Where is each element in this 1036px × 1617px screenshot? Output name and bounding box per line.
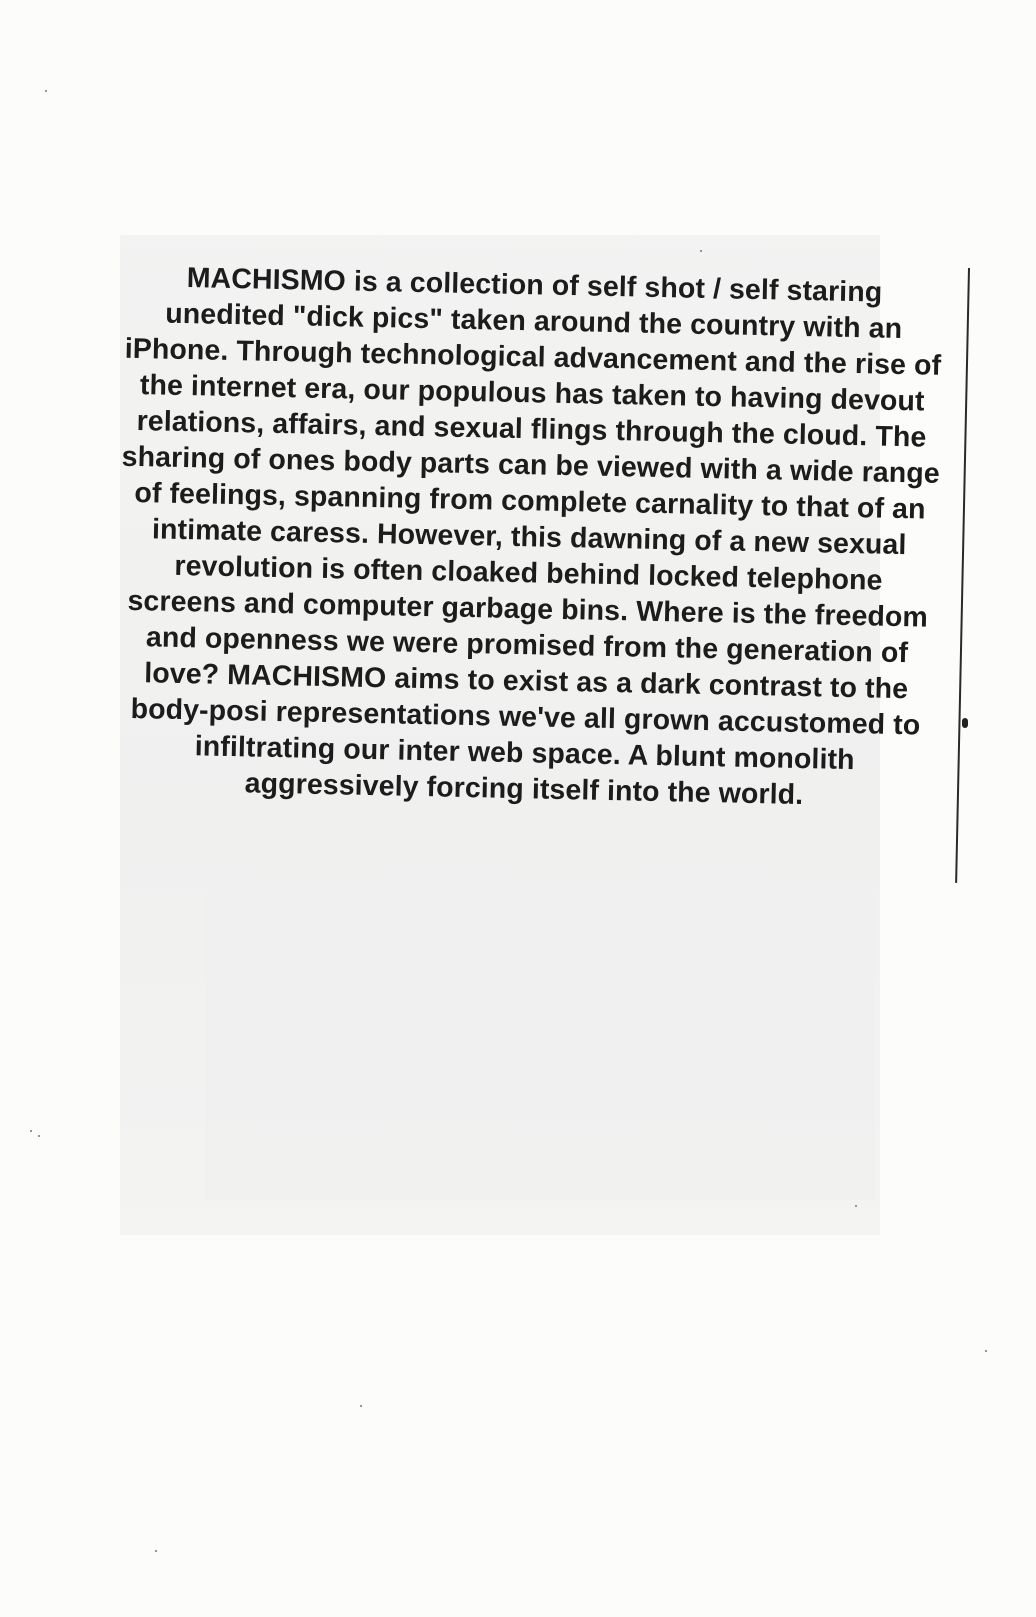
paper-speck [30, 1130, 32, 1132]
statement-line: the internet era, our populous has taken to having devout [139, 369, 925, 418]
statement-line: relations, affairs, and sexual flings through the cloud. The [136, 405, 927, 454]
statement-line: MACHISMO is a collection of self shot / self staring [186, 262, 883, 309]
statement-line: sharing of ones body parts can be viewed with a wide range [121, 440, 941, 490]
paper-speck [700, 250, 702, 252]
photocopy-shadow-lower [205, 820, 875, 1200]
statement-line: infiltrating our inter web space. A blunt monolith [194, 730, 855, 777]
scan-margin-mark [962, 718, 968, 728]
paper-speck [155, 1550, 157, 1552]
statement-line: screens and computer garbage bins. Where is the freedom [127, 584, 929, 634]
statement-line: and openness we were promised from the generation of [145, 621, 909, 670]
paper-speck [360, 1405, 362, 1407]
statement-line: revolution is often cloaked behind locked telephone [174, 549, 883, 597]
paper-speck [38, 1135, 40, 1137]
statement-line: love? MACHISMO aims to exist as a dark contrast to the [143, 657, 909, 706]
paper-speck [45, 90, 47, 92]
statement-line: of feelings, spanning from complete carnality to that of an [134, 476, 926, 526]
statement-line: body-posi representations we've all grown accustomed to [130, 692, 921, 742]
artist-statement [79, 258, 980, 817]
statement-line: iPhone. Through technological advancement and the rise of [124, 332, 942, 382]
statement-line: unedited "dick pics" taken around the country with an [165, 297, 903, 346]
statement-line: aggressively forcing itself into the world. [244, 767, 804, 812]
statement-line: intimate caress. However, this dawning of a new sexual [151, 513, 907, 562]
paper-speck [855, 1205, 857, 1207]
paper-speck [985, 1350, 987, 1352]
